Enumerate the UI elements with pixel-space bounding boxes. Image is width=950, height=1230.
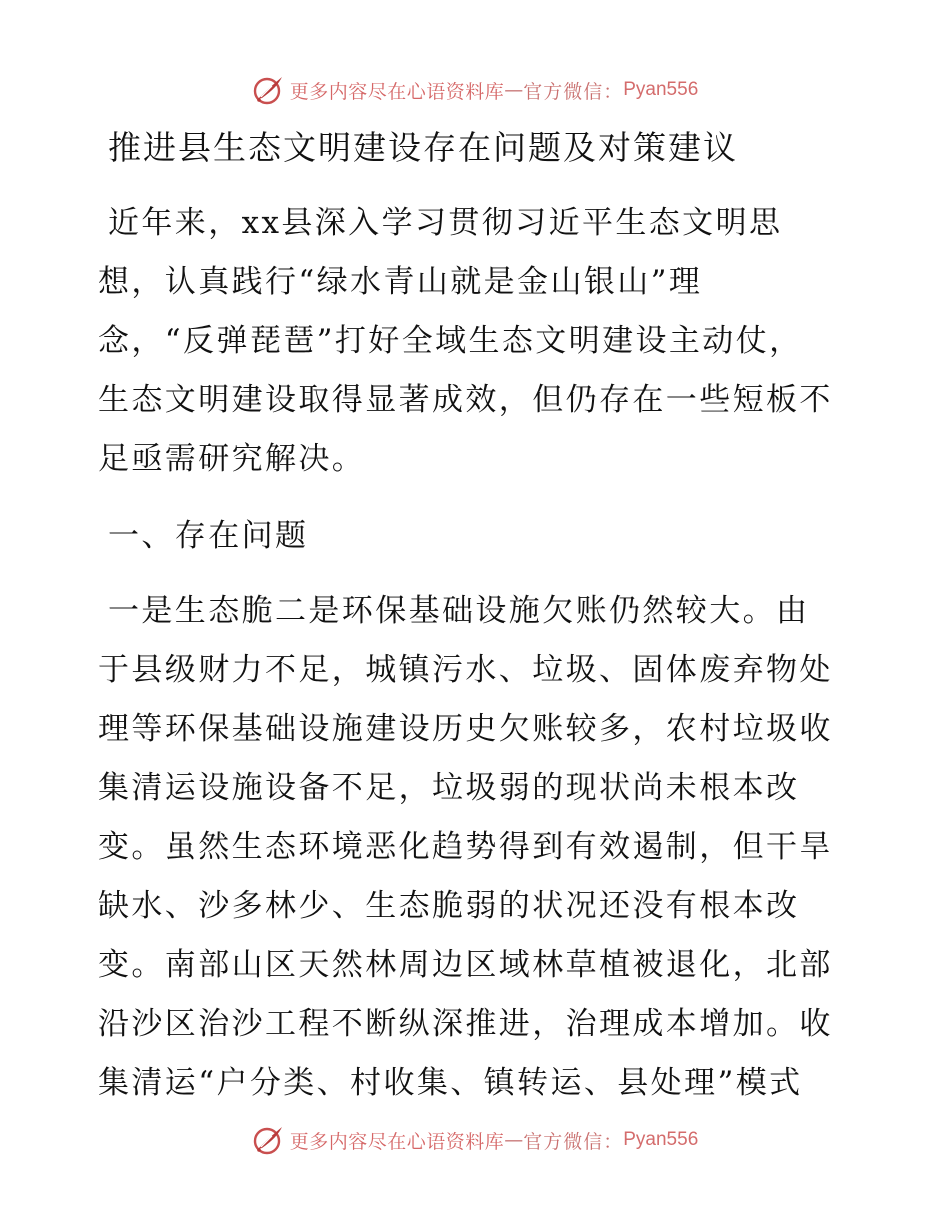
intro-paragraph (98, 194, 850, 489)
body-line: 一是生态脆二是环保基础设施欠账仍然较大。由 (108, 593, 810, 629)
document-title: 推进县生态文明建设存在问题及对策建议 (108, 128, 738, 167)
quill-logo-icon (252, 73, 286, 107)
document-body (98, 120, 850, 1113)
quill-logo-icon (252, 1123, 286, 1157)
body-line: 于县级财力不足，城镇污水、垃圾、固体废弃物处 (98, 652, 833, 688)
intro-line: 足亟需研究解决。 (98, 441, 366, 477)
section-heading: 一、存在问题 (108, 518, 309, 554)
intro-line: 近年来，xx县深入学习贯彻习近平生态文明思 (108, 205, 783, 241)
header-watermark (0, 70, 950, 110)
watermark-wechat-label: 官方微信： (523, 80, 624, 103)
intro-line: 念，“反弹琵琶”打好全域生态文明建设主动仗， (98, 323, 803, 359)
intro-line: 想，认真践行“绿水青山就是金山银山”理 (98, 264, 703, 300)
body-line: 变。虽然生态环境恶化趋势得到有效遏制，但干旱 (98, 829, 833, 865)
body-line: 集清运设施设备不足，垃圾弱的现状尚未根本改 (98, 770, 800, 806)
watermark-brand: 更多内容尽在心语资料库 (289, 80, 505, 103)
watermark-dash: — (504, 79, 524, 101)
watermark-brand: 更多内容尽在心语资料库 (289, 1130, 505, 1153)
problems-paragraph (98, 582, 850, 1113)
body-line: 集清运“户分类、村收集、镇转运、县处理”模式 (98, 1065, 803, 1101)
body-line: 变。南部山区天然林周边区域林草植被退化，北部 (98, 947, 833, 983)
intro-line: 生态文明建设取得显著成效，但仍存在一些短板不 (98, 382, 833, 418)
watermark-dash: — (504, 1129, 524, 1151)
footer-watermark (0, 1120, 950, 1160)
watermark-handle: Pyan556 (623, 79, 699, 100)
watermark-handle: Pyan556 (623, 1129, 699, 1150)
body-line: 缺水、沙多林少、生态脆弱的状况还没有根本改 (98, 888, 800, 924)
body-line: 沿沙区治沙工程不断纵深推进，治理成本增加。收 (98, 1006, 833, 1042)
body-line: 理等环保基础设施建设历史欠账较多，农村垃圾收 (98, 711, 833, 747)
watermark-wechat-label: 官方微信： (523, 1130, 624, 1153)
